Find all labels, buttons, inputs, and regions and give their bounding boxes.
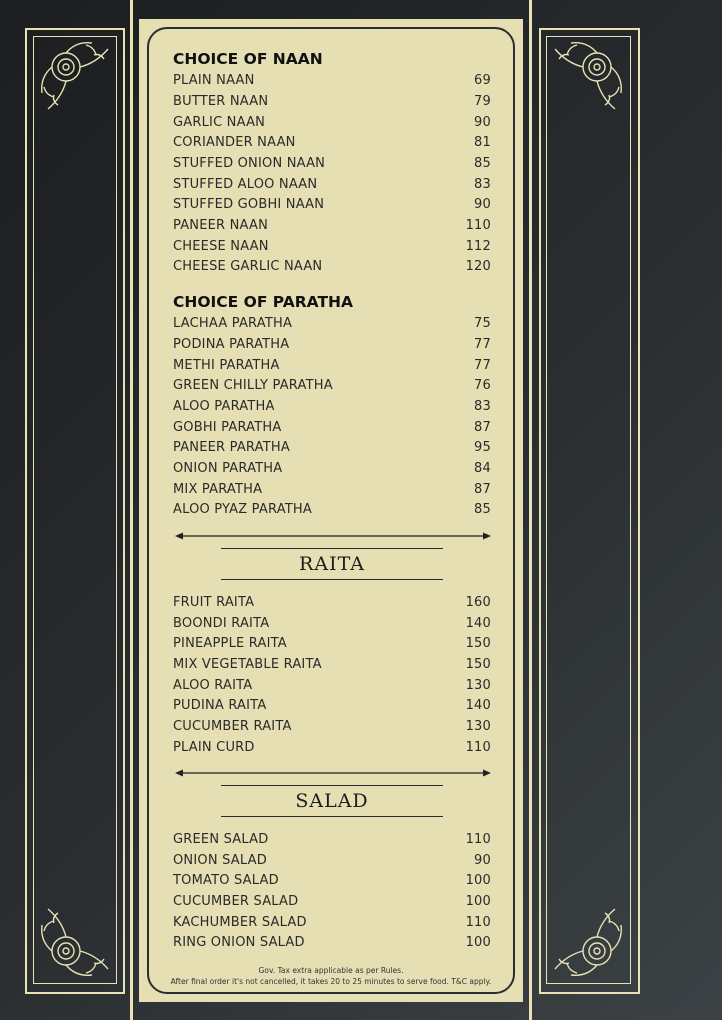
menu-item	[173, 616, 491, 636]
item-name: STUFFED ALOO NAAN	[173, 177, 318, 192]
item-name: CUCUMBER RAITA	[173, 719, 292, 734]
item-name: PLAIN NAAN	[173, 73, 255, 88]
item-name: ONION SALAD	[173, 853, 267, 868]
menu-footer	[149, 965, 513, 987]
item-name: ALOO PARATHA	[173, 399, 275, 414]
item-name: ALOO RAITA	[173, 678, 253, 693]
floral-corner-icon	[549, 903, 627, 981]
menu-item	[173, 502, 491, 522]
menu-item	[173, 461, 491, 481]
item-price: 140	[465, 698, 491, 713]
title-rule-bottom	[221, 579, 443, 580]
menu-item	[173, 636, 491, 656]
menu-item	[173, 259, 491, 279]
item-name: BOONDI RAITA	[173, 616, 270, 631]
left-stripe	[130, 0, 133, 1020]
right-stripe	[529, 0, 532, 1020]
item-price: 112	[465, 239, 491, 254]
menu-item	[173, 832, 491, 852]
section-title-naan: CHOICE OF NAAN	[173, 50, 323, 68]
item-price: 83	[474, 399, 491, 414]
item-price: 69	[474, 73, 491, 88]
item-name: CHEESE NAAN	[173, 239, 269, 254]
item-price: 77	[474, 358, 491, 373]
menu-item	[173, 94, 491, 114]
floral-corner-icon	[36, 37, 114, 115]
item-name: CUCUMBER SALAD	[173, 894, 299, 909]
item-price: 140	[465, 616, 491, 631]
item-name: FRUIT RAITA	[173, 595, 255, 610]
item-price: 110	[465, 218, 491, 233]
item-name: ONION PARATHA	[173, 461, 283, 476]
menu-item	[173, 915, 491, 935]
item-price: 110	[465, 832, 491, 847]
item-name: GARLIC NAAN	[173, 115, 266, 130]
menu-item	[173, 135, 491, 155]
menu-item	[173, 420, 491, 440]
menu-item	[173, 239, 491, 259]
item-price: 85	[474, 156, 491, 171]
menu-item	[173, 399, 491, 419]
menu-item	[173, 482, 491, 502]
item-price: 130	[465, 678, 491, 693]
item-price: 81	[474, 135, 491, 150]
menu-item	[173, 719, 491, 739]
item-name: PLAIN CURD	[173, 740, 255, 755]
menu-item	[173, 115, 491, 135]
item-price: 110	[465, 740, 491, 755]
section-title-paratha: CHOICE OF PARATHA	[173, 293, 354, 311]
menu-item	[173, 440, 491, 460]
menu-item	[173, 678, 491, 698]
item-name: RING ONION SALAD	[173, 935, 305, 950]
item-price: 90	[474, 197, 491, 212]
footer-order-note: After final order it's not cancelled, it takes 20 to 25 minutes to serve food. T&C apply.	[170, 977, 492, 986]
item-name: PANEER PARATHA	[173, 440, 290, 455]
item-name: PANEER NAAN	[173, 218, 269, 233]
menu-item	[173, 73, 491, 93]
menu-item	[173, 853, 491, 873]
floral-corner-icon	[36, 903, 114, 981]
item-name: GREEN SALAD	[173, 832, 269, 847]
item-price: 87	[474, 482, 491, 497]
item-name: STUFFED ONION NAAN	[173, 156, 326, 171]
item-price: 75	[474, 316, 491, 331]
menu-item	[173, 358, 491, 378]
item-name: ALOO PYAZ PARATHA	[173, 502, 312, 517]
menu-item	[173, 657, 491, 677]
right-inner-frame	[546, 36, 631, 984]
menu-item	[173, 156, 491, 176]
item-name: CORIANDER NAAN	[173, 135, 296, 150]
menu-item	[173, 337, 491, 357]
item-price: 77	[474, 337, 491, 352]
item-price: 84	[474, 461, 491, 476]
section-title-salad: SALAD	[295, 790, 369, 812]
menu-item	[173, 740, 491, 760]
divider-arrow-line	[175, 768, 491, 778]
item-price: 90	[474, 853, 491, 868]
item-price: 87	[474, 420, 491, 435]
item-name: LACHAA PARATHA	[173, 316, 293, 331]
menu-item	[173, 177, 491, 197]
item-name: MIX VEGETABLE RAITA	[173, 657, 322, 672]
item-price: 100	[465, 873, 491, 888]
divider-arrow-line	[175, 531, 491, 541]
item-price: 76	[474, 378, 491, 393]
item-name: GREEN CHILLY PARATHA	[173, 378, 333, 393]
item-price: 160	[465, 595, 491, 610]
item-price: 85	[474, 502, 491, 517]
item-name: MIX PARATHA	[173, 482, 263, 497]
menu-item	[173, 595, 491, 615]
item-price: 79	[474, 94, 491, 109]
item-price: 150	[465, 636, 491, 651]
menu-item	[173, 873, 491, 893]
menu-item	[173, 894, 491, 914]
item-price: 110	[465, 915, 491, 930]
item-name: PUDINA RAITA	[173, 698, 267, 713]
item-price: 100	[465, 894, 491, 909]
item-name: BUTTER NAAN	[173, 94, 269, 109]
item-price: 130	[465, 719, 491, 734]
menu-item	[173, 935, 491, 955]
menu-item	[173, 218, 491, 238]
item-price: 150	[465, 657, 491, 672]
footer-tax-note: Gov. Tax extra applicable as per Rules.	[258, 966, 404, 975]
item-name: PINEAPPLE RAITA	[173, 636, 287, 651]
item-name: KACHUMBER SALAD	[173, 915, 307, 930]
item-name: TOMATO SALAD	[173, 873, 279, 888]
item-name: METHI PARATHA	[173, 358, 280, 373]
left-inner-frame	[33, 36, 117, 984]
section-title-raita: RAITA	[299, 553, 365, 575]
title-rule-top	[221, 548, 443, 549]
item-name: STUFFED GOBHI NAAN	[173, 197, 325, 212]
title-rule-top	[221, 785, 443, 786]
item-name: CHEESE GARLIC NAAN	[173, 259, 323, 274]
menu-item	[173, 316, 491, 336]
item-price: 95	[474, 440, 491, 455]
item-price: 120	[465, 259, 491, 274]
item-price: 100	[465, 935, 491, 950]
floral-corner-icon	[549, 37, 627, 115]
menu-item	[173, 378, 491, 398]
item-name: PODINA PARATHA	[173, 337, 290, 352]
item-price: 90	[474, 115, 491, 130]
menu-item	[173, 197, 491, 217]
item-price: 83	[474, 177, 491, 192]
menu-item	[173, 698, 491, 718]
item-name: GOBHI PARATHA	[173, 420, 282, 435]
title-rule-bottom	[221, 816, 443, 817]
